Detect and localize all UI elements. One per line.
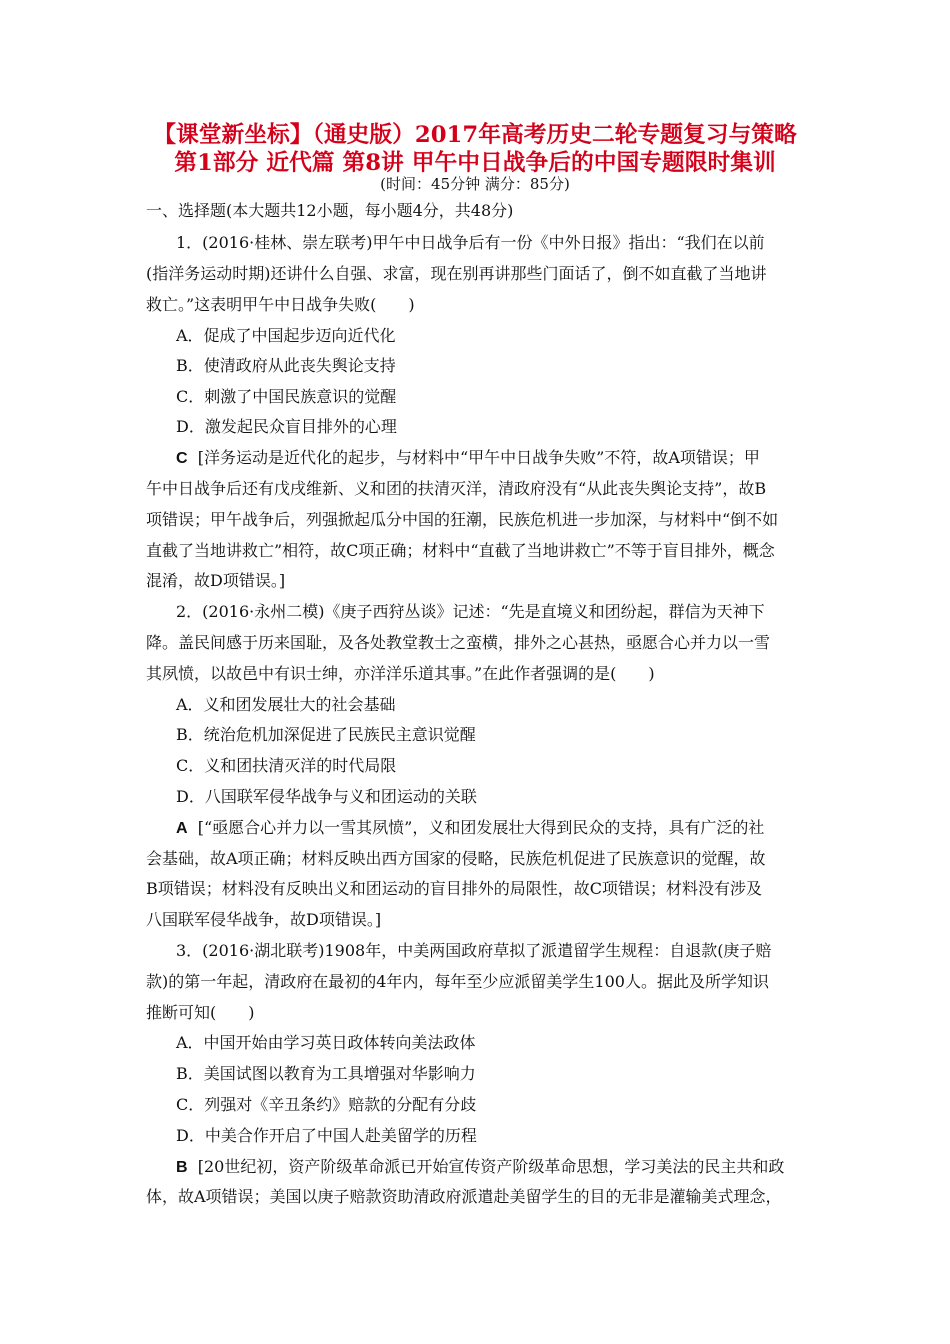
q2-option-d: D．八国联军侵华战争与义和团运动的关联 <box>176 787 477 806</box>
q1-explanation-line1: C [洋务运动是近代化的起步，与材料中“甲午中日战争失败”不符，故A项错误；甲 <box>176 448 760 467</box>
q3-stem-line2: 款)的第一年起，清政府在最初的4年内，每年至少应派留美学生100人。据此及所学知识 <box>146 972 769 991</box>
q1-explanation-line2: 午中日战争后还有戊戌维新、义和团的扶清灭洋，清政府没有“从此丧失舆论支持”，故B <box>146 479 767 498</box>
q3-option-b: B．美国试图以教育为工具增强对华影响力 <box>176 1064 476 1083</box>
q1-stem-line2: (指洋务运动时期)还讲什么自强、求富，现在别再讲那些门面话了，倒不如直截了当地讲 <box>146 264 767 283</box>
q3-option-d: D．中美合作开启了中国人赴美留学的历程 <box>176 1126 477 1145</box>
q2-stem-line3: 其夙愤，以故邑中有识士绅，亦洋洋乐道其事。”在此作者强调的是( ) <box>146 664 655 683</box>
document-title-line2: 第1部分 近代篇 第8讲 甲午中日战争后的中国专题限时集训 <box>174 150 776 176</box>
time-and-score: (时间：45分钟 满分：85分) <box>380 175 570 193</box>
q2-option-c: C．义和团扶清灭洋的时代局限 <box>176 756 397 775</box>
q2-explanation-line2: 会基础，故A项正确；材料反映出西方国家的侵略，民族危机促进了民族意识的觉醒，故 <box>146 849 766 868</box>
q2-explanation-line4: 八国联军侵华战争，故D项错误。] <box>146 910 382 929</box>
q1-explanation-line3: 项错误；甲午战争后，列强掀起瓜分中国的狂潮，民族危机进一步加深，与材料中“倒不如 <box>146 510 779 529</box>
q3-explanation-line2: 体，故A项错误；美国以庚子赔款资助清政府派遣赴美留学生的目的无非是灌输美式理念， <box>146 1187 782 1206</box>
q3-stem-line1: 3．(2016·湖北联考)1908年，中美两国政府草拟了派遣留学生规程：自退款(庚子赔 <box>176 941 772 960</box>
section-heading: 一、选择题(本大题共12小题，每小题4分，共48分) <box>146 201 514 220</box>
q2-answer: A <box>176 820 188 837</box>
document-title-line1: 【课堂新坐标】（通史版）2017年高考历史二轮专题复习与策略 <box>153 122 797 148</box>
q1-stem-line1: 1．(2016·桂林、崇左联考)甲午中日战争后有一份《中外日报》指出：“我们在以前 <box>176 233 765 252</box>
q2-stem-line2: 降。盖民间感于历来国耻，及各处教堂教士之蛮横，排外之心甚热，亟愿合心并力以一雪 <box>146 633 771 652</box>
q3-answer: B <box>176 1159 188 1176</box>
q2-explanation-line1: A [“亟愿合心并力以一雪其夙愤”，义和团发展壮大得到民众的支持，具有广泛的社 <box>176 818 765 837</box>
q3-explanation-line1: B [20世纪初，资产阶级革命派已开始宣传资产阶级革命思想，学习美法的民主共和政 <box>176 1157 785 1176</box>
q1-explanation-line5: 混淆，故D项错误。] <box>146 571 286 590</box>
q2-explanation-line3: B项错误；材料没有反映出义和团运动的盲目排外的局限性，故C项错误；材料没有涉及 <box>146 879 763 898</box>
q1-option-c: C．刺激了中国民族意识的觉醒 <box>176 387 397 406</box>
q1-answer: C <box>176 450 188 467</box>
q1-option-d: D．激发起民众盲目排外的心理 <box>176 417 397 436</box>
q1-option-a: A．促成了中国起步迈向近代化 <box>176 326 396 345</box>
q1-stem-line3: 救亡。”这表明甲午中日战争失败( ) <box>146 295 415 314</box>
q2-stem-line1: 2．(2016·永州二模)《庚子西狩丛谈》记述：“先是直境义和团纷起，群信为天神下 <box>176 602 765 621</box>
q2-option-a: A．义和团发展壮大的社会基础 <box>176 695 396 714</box>
q3-option-c: C．列强对《辛丑条约》赔款的分配有分歧 <box>176 1095 477 1114</box>
q1-explanation-line4: 直截了当地讲救亡”相符，故C项正确；材料中“直截了当地讲救亡”不等于盲目排外，概念 <box>146 541 775 560</box>
q2-option-b: B．统治危机加深促进了民族民主意识觉醒 <box>176 725 476 744</box>
q3-option-a: A．中国开始由学习英日政体转向美法政体 <box>176 1033 476 1052</box>
q1-option-b: B．使清政府从此丧失舆论支持 <box>176 356 396 375</box>
q3-stem-line3: 推断可知( ) <box>146 1003 255 1022</box>
